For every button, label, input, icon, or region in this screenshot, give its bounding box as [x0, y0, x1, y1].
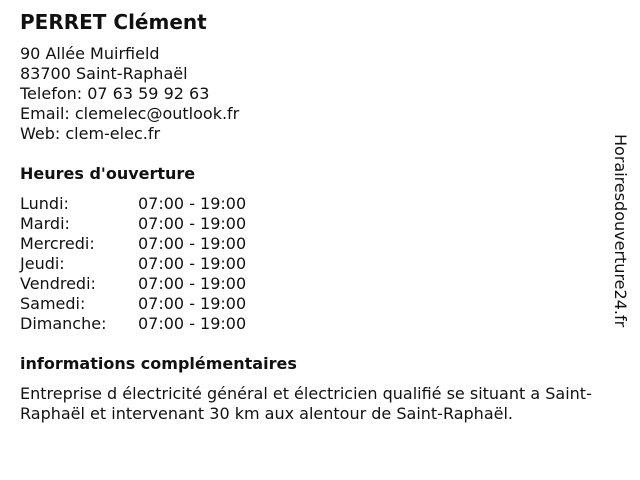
site-watermark: Horairesdouverture24.fr: [611, 134, 630, 328]
hours-row-tuesday: [20, 214, 280, 234]
hours-row-thursday: [20, 254, 280, 274]
opening-hours-heading: Heures d'ouverture: [20, 164, 196, 183]
day-label: Lundi:: [20, 194, 69, 213]
hours-row-monday: [20, 194, 280, 214]
day-label: Vendredi:: [20, 274, 96, 293]
business-description: Entreprise d électricité général et électricien qualifié se situant a Saint-Raphaël et intervenant 30 km aux alentour de Saint-Raphaël.: [20, 384, 592, 423]
business-name: PERRET Clément: [20, 10, 207, 34]
opening-hours-table: [20, 194, 280, 334]
time-range: 07:00 - 19:00: [138, 274, 247, 293]
day-label: Dimanche:: [20, 314, 107, 333]
hours-row-saturday: [20, 294, 280, 314]
email-address: Email: clemelec@outlook.fr: [20, 104, 240, 123]
address-street: 90 Allée Muirfield: [20, 44, 160, 63]
website: Web: clem-elec.fr: [20, 124, 161, 143]
time-range: 07:00 - 19:00: [138, 234, 247, 253]
phone-number: Telefon: 07 63 59 92 63: [20, 84, 210, 103]
day-label: Mercredi:: [20, 234, 95, 253]
time-range: 07:00 - 19:00: [138, 214, 247, 233]
day-label: Samedi:: [20, 294, 86, 313]
time-range: 07:00 - 19:00: [138, 254, 247, 273]
time-range: 07:00 - 19:00: [138, 294, 247, 313]
additional-info-heading: informations complémentaires: [20, 354, 297, 373]
day-label: Jeudi:: [20, 254, 65, 273]
day-label: Mardi:: [20, 214, 70, 233]
hours-row-sunday: [20, 314, 280, 334]
hours-row-wednesday: [20, 234, 280, 254]
time-range: 07:00 - 19:00: [138, 314, 247, 333]
contact-block: [20, 44, 239, 144]
time-range: 07:00 - 19:00: [138, 194, 247, 213]
hours-row-friday: [20, 274, 280, 294]
address-city: 83700 Saint-Raphaël: [20, 64, 188, 83]
